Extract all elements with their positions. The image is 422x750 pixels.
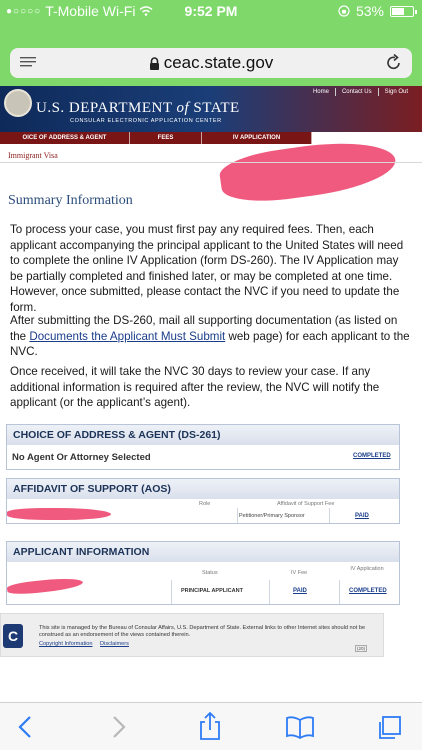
footer-links: [39, 641, 135, 647]
aos-fee-header: Affidavit of Support Fee: [277, 501, 335, 507]
aos-role-value: Petitioner/Primary Sponsor: [239, 513, 305, 519]
reload-icon[interactable]: [386, 54, 402, 71]
affidavit-section: [6, 478, 400, 524]
consular-affairs-logo: C: [3, 624, 23, 648]
column-divider: [237, 508, 238, 523]
site-banner: [0, 86, 422, 132]
address-bar[interactable]: [10, 48, 412, 78]
redaction-mark: [217, 134, 398, 208]
nav-signout-link[interactable]: Sign Out: [378, 88, 414, 96]
nav-home-link[interactable]: Home: [312, 89, 329, 95]
url-text: ceac.state.gov: [163, 53, 274, 72]
browser-address-area: [0, 40, 422, 86]
tab-iv-application[interactable]: IV APPLICATION: [202, 132, 312, 144]
tab-choice-of-address[interactable]: OICE OF ADDRESS & AGENT: [0, 132, 130, 144]
top-nav: [307, 88, 414, 96]
browser-toolbar: [0, 702, 422, 750]
documents-link[interactable]: Documents the Applicant Must Submit: [29, 329, 226, 343]
reader-menu-icon[interactable]: [20, 56, 36, 68]
column-divider: [339, 580, 340, 604]
forward-icon[interactable]: [112, 715, 126, 739]
column-divider: [171, 580, 172, 604]
back-icon[interactable]: [18, 715, 32, 739]
applicant-app-header: IV Application: [350, 566, 384, 572]
aos-role-header: Role: [199, 501, 211, 507]
department-title: U.S. DEPARTMENT of STATE: [36, 100, 240, 116]
applicant-fee-link[interactable]: PAID: [293, 588, 307, 594]
site-footer: [0, 613, 384, 657]
aos-section-title: AFFIDAVIT OF SUPPORT (AOS): [7, 479, 399, 499]
applicant-section: [6, 541, 400, 605]
rotation-lock-icon: [338, 5, 350, 17]
redaction-mark: [7, 576, 84, 596]
redaction-mark: [7, 508, 111, 520]
battery-icon: [390, 6, 414, 17]
visa-type-label: Immigrant Visa: [8, 151, 58, 160]
status-bar: [0, 0, 422, 40]
disclaimers-link[interactable]: Disclaimers: [100, 641, 129, 647]
tab-fees[interactable]: FEES: [130, 132, 202, 144]
carrier-label: T-Mobile Wi-Fi: [45, 3, 136, 19]
share-icon[interactable]: [198, 711, 222, 741]
intro-paragraph: To process your case, you must first pay any required fees. Then, each applicant accompanying the principal applicant to the United States will need to complete the online IV Application (form DS-260). The IV Application may be partially completed and finished later, or may be completed at one time. However, once submitted, please contact the NVC if you need to update the form.: [10, 223, 404, 314]
choice-section-title: CHOICE OF ADDRESS & AGENT (DS-261): [7, 425, 399, 445]
nav-contact-link[interactable]: Contact Us: [335, 88, 378, 96]
signal-icon: ●○○○○: [6, 5, 42, 17]
header-divider: [0, 162, 422, 163]
choice-status-link[interactable]: COMPLETED: [353, 453, 391, 459]
applicant-application-link[interactable]: COMPLETED: [349, 588, 387, 594]
documents-paragraph: After submitting the DS-260, mail all supporting documentation (as listed on the Documents the Applicant Must Submit web page) for each applicant to the NVC.: [10, 314, 410, 358]
column-divider: [329, 508, 330, 523]
section-tabs: [0, 132, 312, 144]
applicant-status-value: PRINCIPAL APPLICANT: [181, 588, 243, 594]
footer-text: This site is managed by the Bureau of Consular Affairs, U.S. Department of State. External links to other Internet sites should not be construed as an endorsement of the views contained therein.: [39, 625, 366, 638]
clock: 9:52 PM: [184, 3, 238, 19]
applicant-fee-header: IV Fee: [291, 570, 308, 576]
applicant-status-header: Status: [202, 570, 218, 576]
lock-icon: [149, 57, 160, 70]
url-display[interactable]: [10, 53, 412, 73]
battery-fill: [392, 8, 404, 15]
column-divider: [269, 580, 270, 604]
aos-fee-status-link[interactable]: PAID: [355, 513, 369, 519]
tabs-icon[interactable]: [376, 715, 402, 741]
copyright-link[interactable]: Copyright Information: [39, 641, 93, 647]
choice-of-address-section: [6, 424, 400, 470]
footer-code: (20): [356, 646, 365, 651]
page-title: Summary Information: [8, 193, 133, 208]
agent-value: No Agent Or Attorney Selected: [12, 452, 151, 463]
applicant-section-title: APPLICANT INFORMATION: [7, 542, 399, 562]
department-seal-logo: [4, 89, 32, 117]
department-subtitle: CONSULAR ELECTRONIC APPLICATION CENTER: [70, 118, 222, 124]
review-paragraph: Once received, it will take the NVC 30 days to review your case. If any additional information is required after the review, the NVC will notify the applicant (or the applicant’s agent).: [10, 365, 380, 409]
bookmarks-icon[interactable]: [285, 715, 315, 739]
battery-percent: 53%: [355, 3, 384, 19]
